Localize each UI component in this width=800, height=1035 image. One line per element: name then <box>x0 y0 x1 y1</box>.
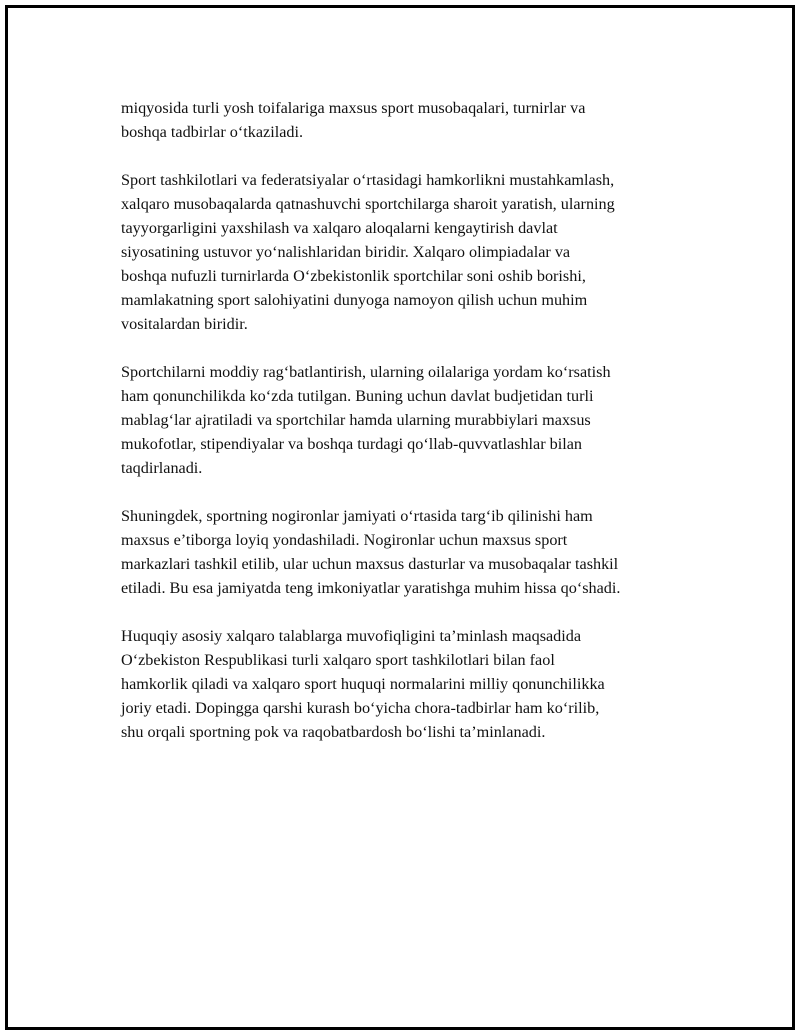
paragraph-3: Sportchilarni moddiy rag‘batlantirish, ularning oilalariga yordam ko‘rsatish ham qonunchilikda ko‘zda tutilgan. Buning uchun davlat budjetidan turli mablag‘lar ajratiladi va sportchilar hamda ularning murabbiylari maxsus mukofotlar, stipendiyalar va boshqa turdagi qo‘llab-quvvatlashlar bilan taqdirlanadi. <box>121 363 611 477</box>
paragraph-2: Sport tashkilotlari va federatsiyalar o‘rtasidagi hamkorlikni mustahkamlash, xalqaro musobaqalarda qatnashuvchi sportchilarga sharoit yaratish, ularning tayyorgarligini yaxshilash va xalqaro aloqalarni kengaytirish davlat siyosatining ustuvor yo‘nalishlaridan biridir. Xalqaro olimpiadalar va boshqa nufuzli turnirlarda O‘zbekistonlik sportchilar soni oshib borishi, mamlakatning sport salohiyatini dunyoga namoyon qilish uchun muhim vositalardan biridir. <box>121 171 615 333</box>
paragraph-4: Shuningdek, sportning nogironlar jamiyati o‘rtasida targ‘ib qilinishi ham maxsus e’tiborga loyiq yondashiladi. Nogironlar uchun maxsus sport markazlari tashkil etilib, ular uchun maxsus dasturlar va musobaqalar tashkil etiladi. Bu esa jamiyatda teng imkoniyatlar yaratishga muhim hissa qo‘shadi. <box>121 507 621 597</box>
paragraph-5: Huquqiy asosiy xalqaro talablarga muvofiqligini ta’minlash maqsadida O‘zbekiston Respublikasi turli xalqaro sport tashkilotlari bilan faol hamkorlik qiladi va xalqaro sport huquqi normalarini milliy qonunchilikka joriy etadi. Dopingga qarshi kurash bo‘yicha chora-tadbirlar ham ko‘rilib, shu orqali sportning pok va raqobatbardosh bo‘lishi ta’minlanadi. <box>121 627 605 741</box>
page-frame <box>5 5 795 1030</box>
document-body <box>121 96 701 768</box>
paragraph-1: miqyosida turli yosh toifalariga maxsus sport musobaqalari, turnirlar va boshqa tadbirlar o‘tkaziladi. <box>121 99 586 141</box>
